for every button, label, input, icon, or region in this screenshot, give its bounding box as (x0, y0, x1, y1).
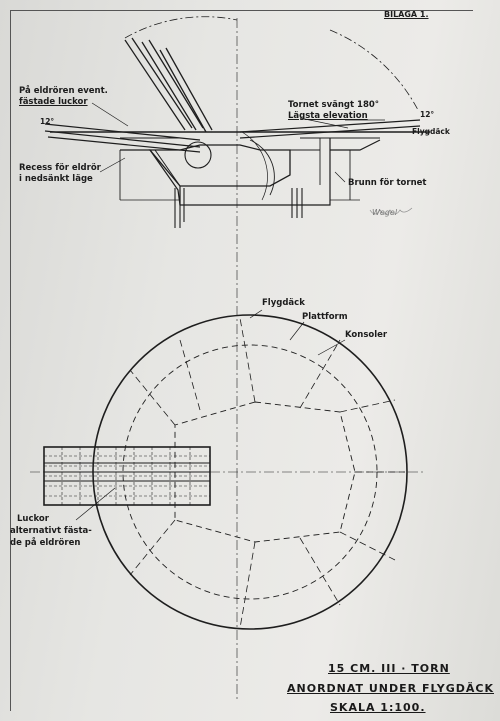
signature: Wegel (372, 208, 398, 217)
turret-arc-outer (242, 132, 267, 200)
barrels-right-swung (240, 120, 420, 138)
plan-view (44, 310, 407, 629)
label-plan-hatches-line1: Luckor (17, 514, 49, 524)
label-hatches-line2: fästade luckor (19, 97, 88, 107)
elevation-view (45, 17, 430, 228)
label-angle-left: 12° (40, 117, 55, 126)
label-hatches-line1: På eldrören event. (19, 86, 108, 96)
label-flight-deck-elevation: Flygdäck (412, 127, 450, 136)
turret-well (180, 138, 330, 205)
label-angle-right: 12° (420, 110, 435, 119)
label-plan-hatches-line3: de på eldrören (10, 538, 81, 548)
title-line-3: SKALA 1:100. (330, 701, 426, 714)
label-plan-flight-deck: Flygdäck (262, 298, 305, 308)
barrel-recess (120, 150, 180, 205)
hatch-grid (44, 447, 210, 505)
support-columns (175, 188, 302, 228)
label-recess-line2: i nedsänkt läge (19, 174, 93, 184)
label-recess-line1: Recess för eldrör (19, 163, 101, 173)
title-line-2: ANORDNAT UNDER FLYGDÄCK (287, 682, 494, 695)
label-consoles: Konsoler (345, 330, 388, 340)
label-platform: Plattform (302, 312, 348, 322)
barrel-sweep-arc-left (125, 17, 237, 38)
elevated-barrels (125, 38, 212, 132)
barrel-sweep-arc-right (330, 30, 418, 110)
label-turret-swing-line2: Lägsta elevation (288, 111, 368, 121)
label-turret-swing-line1: Tornet svängt 180° (288, 100, 380, 110)
title-line-1: 15 CM. III · TORN (328, 662, 450, 675)
label-turret-well: Brunn för tornet (348, 178, 427, 188)
sheet-tag: BILAGA 1. (384, 10, 429, 19)
label-plan-hatches-line2: alternativt fästa- (10, 526, 92, 536)
